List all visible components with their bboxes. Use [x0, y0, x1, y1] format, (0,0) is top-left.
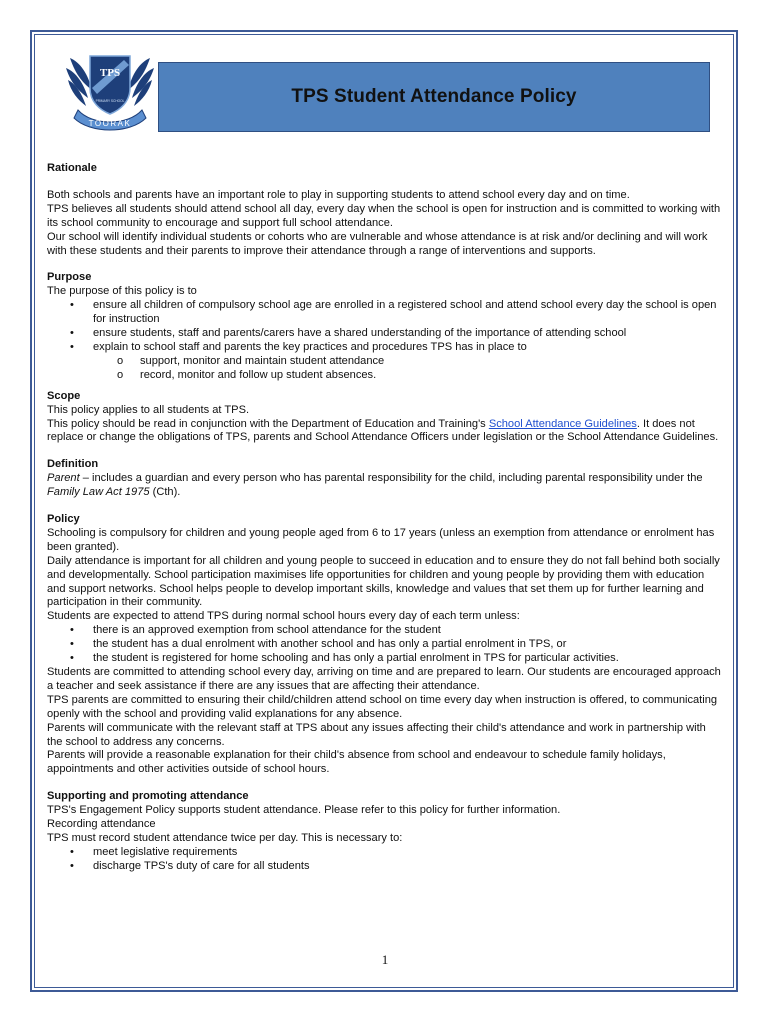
purpose-list — [47, 299, 723, 355]
circle-bullet-icon: o — [117, 354, 124, 367]
list-item: o record, monitor and follow up student absences. — [117, 368, 377, 381]
list-item: • ensure students, staff and parents/carers have a shared understanding of the importance of attending school — [70, 327, 627, 340]
page-number: 1 — [381, 952, 389, 967]
list-item: • meet legislative requirements — [70, 845, 238, 858]
supporting-heading: Supporting and promoting attendance — [47, 790, 249, 803]
policy-p6: Parents will communicate with the relevant staff at TPS about any issues affecting their child's attendance and work in partnership with the school to address any concerns. — [47, 721, 706, 748]
definition-heading: Definition — [47, 458, 99, 471]
bullet-icon: • — [70, 859, 74, 872]
bullet-icon: • — [70, 652, 74, 665]
bullet-icon: • — [70, 340, 74, 353]
list-item: o support, monitor and maintain student attendance — [117, 354, 385, 367]
crest-initials: TPS — [99, 67, 121, 79]
scope-heading: Scope — [47, 389, 81, 402]
recording-attendance-subheading: Recording attendance — [47, 818, 156, 831]
policy-p3: Students are expected to attend TPS during normal school hours every day of each term unless: — [47, 610, 520, 623]
policy-heading: Policy — [47, 513, 80, 526]
policy-p2: Daily attendance is important for all children and young people to succeed in education and to ensure they do not fall behind both socially and developmentally. School participation maximises life opportunities for children and young people by providing them with education and support networks. School helps people to develop important skills, knowledge and values that set them up for further learning and participation in their community. — [47, 554, 720, 609]
supporting-list — [47, 846, 723, 874]
policy-p1: Schooling is compulsory for children and young people aged from 6 to 17 years (unless an exemption from attendance or enrolment has been granted). — [47, 526, 715, 553]
list-item: • discharge TPS's duty of care for all students — [70, 859, 310, 872]
circle-bullet-icon: o — [117, 368, 124, 381]
policy-p4: Students are committed to attending school every day, arriving on time and are prepared to learn. Our students are encouraged approach a teacher and seek assistance if there are any issues that are affecting their attendance. — [47, 666, 721, 692]
bullet-icon: • — [70, 327, 74, 340]
scope-p2: This policy should be read in conjunction with the Department of Education and Training's School Attendance Guidelines. It does not replace or change the obligations of TPS, parents and School Attendance Officers under legislation or the School Attendance Guidelines. — [47, 417, 719, 444]
document-body — [47, 162, 723, 874]
list-item: • the student has a dual enrolment with another school and has only a partial enrolment in TPS, or — [70, 638, 567, 651]
list-item: • ensure all children of compulsory school age are enrolled in a registered school and attend school every day the school is open for instruction — [70, 299, 717, 326]
supporting-p3: TPS must record student attendance twice per day. This is necessary to: — [47, 831, 403, 844]
rationale-heading: Rationale — [47, 162, 97, 174]
page-title: TPS Student Attendance Policy — [291, 86, 577, 107]
purpose-intro: The purpose of this policy is to — [47, 285, 197, 298]
rationale-p2: TPS believes all students should attend school all day, every day when the school is open for instruction and is committed to working with its school community to encourage and support full school attendance. — [47, 202, 721, 229]
bullet-icon: • — [70, 624, 74, 637]
school-crest-logo — [62, 44, 158, 136]
purpose-sub-list — [47, 355, 723, 383]
bullet-icon: • — [70, 299, 74, 312]
list-item: • the student is registered for home schooling and has only a partial enrolment in TPS for particular activities. — [70, 652, 619, 665]
rationale-p3: Our school will identify individual students or cohorts who are vulnerable and whose attendance is at risk and/or declining and will work with these students and their parents to improve their attendance through a range of interventions and supports. — [47, 230, 708, 257]
policy-p7: Parents will provide a reasonable explanation for their child's absence from school and endeavour to schedule family holidays, appointments and other activities outside of school hours. — [47, 749, 666, 776]
policy-list — [47, 624, 723, 666]
list-item: • explain to school staff and parents the key practices and procedures TPS has in place to — [70, 340, 527, 353]
policy-p5: TPS parents are committed to ensuring their child/children attend school on time every day when instruction is offered, to communicating openly with the school and providing valid explanations for any absence. — [47, 693, 718, 720]
rationale-p1: Both schools and parents have an important role to play in supporting students to attend school every day and on time. — [47, 188, 630, 201]
crest-ribbon-text: TOORAK — [88, 119, 132, 128]
school-attendance-guidelines-link[interactable]: School Attendance Guidelines — [488, 417, 637, 430]
title-banner — [158, 62, 710, 132]
list-item: • there is an approved exemption from school attendance for the student — [70, 624, 441, 637]
supporting-p1: TPS's Engagement Policy supports student attendance. Please refer to this policy for further information. — [47, 804, 561, 817]
crest-motto: PRIMARY SCHOOL — [95, 99, 125, 103]
bullet-icon: • — [70, 845, 74, 858]
scope-p1: This policy applies to all students at TPS. — [47, 403, 250, 416]
definition-text: Parent – includes a guardian and every person who has parental responsibility for the child, including parental responsibility under the Family Law Act 1975 (Cth). — [47, 472, 703, 499]
bullet-icon: • — [70, 638, 74, 651]
purpose-heading: Purpose — [47, 271, 92, 284]
